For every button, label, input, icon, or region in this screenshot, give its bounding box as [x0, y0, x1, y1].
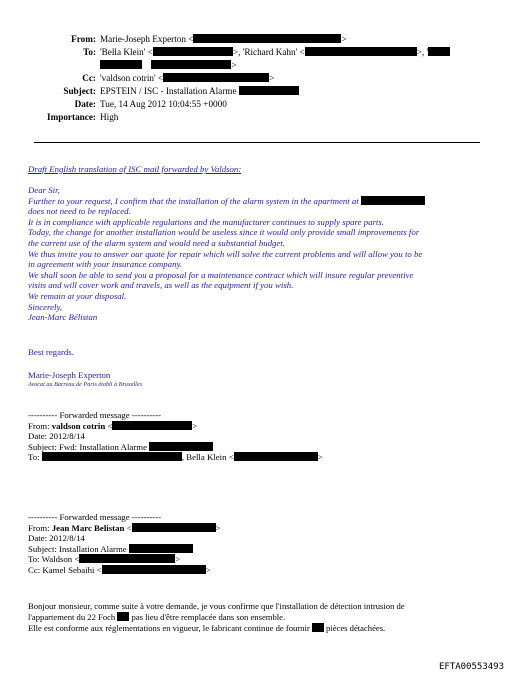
header-from-row	[20, 33, 450, 46]
forward-from: From: Jean Marc Belistan < >	[28, 522, 221, 533]
letter-line: Sincerely,	[28, 301, 63, 312]
letter-line: Jean-Marc Bélistan	[28, 312, 98, 323]
redaction	[112, 421, 192, 430]
redaction	[149, 442, 213, 451]
forwarded-message-1	[28, 410, 323, 463]
header-subject-row	[20, 85, 450, 98]
french-line: Bonjour monsieur, comme suite à votre demande, je vous confirme que l'installation de détection intrusion de	[28, 601, 405, 611]
redaction	[42, 452, 182, 461]
redaction	[151, 60, 231, 69]
redaction	[129, 544, 193, 553]
forward-to: To: , Bella Klein < >	[28, 452, 323, 463]
redaction	[428, 47, 450, 56]
header-cc-row	[20, 72, 450, 85]
cc-label: Cc:	[82, 73, 96, 83]
header-divider	[34, 142, 480, 143]
from-value: Marie-Joseph Experton <	[100, 34, 194, 44]
date-value: Tue, 14 Aug 2012 10:04:55 +0000	[100, 99, 227, 109]
to-sep-1: >, 'Richard Kahn' <	[232, 47, 305, 57]
forward-cc: Cc: Kamel Sebaihi < >	[28, 564, 211, 575]
subject-value: EPSTEIN / ISC - Installation Alarme	[100, 86, 237, 96]
header-to-row-cont	[20, 59, 450, 72]
letter-line: in agreement with your insurance company.	[28, 259, 183, 270]
redaction	[153, 47, 233, 56]
letter-line: the current use of the alarm system and would need a substantial budget.	[28, 237, 285, 248]
translated-letter	[28, 185, 483, 323]
redaction	[305, 47, 417, 56]
to-sep-2: >, '	[416, 47, 429, 57]
bracket-close: >	[269, 73, 275, 83]
redaction	[163, 73, 269, 82]
email-header	[20, 33, 450, 124]
letter-line: It is in compliance with applicable regulations and the manufacturer continues to supply spare parts.	[28, 216, 384, 227]
best-regards: Best regards.	[28, 347, 74, 357]
importance-label: Importance:	[47, 112, 96, 122]
forward-date: Date: 2012/8/14	[28, 533, 85, 544]
redaction	[132, 523, 216, 532]
forward-date: Date: 2012/8/14	[28, 431, 85, 442]
to-bella: 'Bella Klein' <	[100, 47, 153, 57]
letter-line: Further to your request, I confirm that the installation of the alarm system in the apartment at	[28, 196, 483, 207]
forward-subject: Subject: Installation Alarme	[28, 544, 221, 555]
letter-line: We thus invite you to answer our quote for repair which will solve the current problems and will allow you to be	[28, 248, 423, 259]
translation-intro: Draft English translation of ISC mail forwarded by Valdson:	[28, 164, 242, 174]
signature-name: Marie-Joseph Experton	[28, 370, 111, 380]
redaction	[312, 623, 324, 632]
signature-title: Avocat au Barreau de Paris établi à Bruxelles	[28, 381, 143, 388]
forward-separator: ---------- Forwarded message ----------	[28, 512, 162, 522]
letter-line: Dear Sir,	[28, 185, 60, 195]
letter-line: We remain at your disposal.	[28, 290, 127, 301]
bracket-close: >	[341, 34, 347, 44]
header-importance-row	[20, 111, 450, 124]
header-date-row	[20, 98, 450, 111]
redaction	[117, 612, 129, 621]
letter-line: visits and will cover work and travels, as well as the equipment if you wish.	[28, 280, 294, 291]
redaction	[193, 34, 341, 43]
french-original	[28, 601, 405, 634]
redaction	[79, 554, 175, 563]
french-line: l'appartement du 22 Foch pas lieu d'être remplacée dans son ensemble.	[28, 612, 286, 622]
header-to-row	[20, 46, 450, 59]
from-label: From:	[71, 34, 96, 44]
importance-value: High	[100, 112, 119, 122]
forward-to: To: Waldson < >	[28, 554, 181, 565]
redaction	[361, 196, 425, 205]
letter-line: does not need to be replaced.	[28, 206, 131, 217]
subject-label: Subject:	[63, 86, 96, 96]
redaction	[102, 565, 206, 574]
to-end: >	[231, 60, 237, 70]
to-label: To:	[83, 47, 96, 57]
date-label: Date:	[74, 99, 96, 109]
letter-line: Today, the change for another installation would be useless since it would only provide small improvements for	[28, 227, 420, 238]
forward-separator: ---------- Forwarded message ----------	[28, 410, 162, 420]
forwarded-message-2	[28, 512, 221, 576]
letter-line: We shall soon be able to send you a proposal for a maintenance contract which will insure regular preventive	[28, 269, 414, 280]
forward-from: From: valdson cotrin < >	[28, 420, 198, 431]
redaction	[239, 86, 299, 95]
document-stamp: EFTA00553493	[438, 662, 504, 672]
forward-subject: Subject: Fwd: Installation Alarme	[28, 442, 323, 453]
redaction	[234, 452, 318, 461]
french-line: Elle est conforme aux réglementations en vigueur, le fabricant continue de fournir pièces détachées.	[28, 623, 386, 633]
cc-value: 'valdson cotrin' <	[100, 73, 164, 83]
redaction	[100, 60, 142, 69]
